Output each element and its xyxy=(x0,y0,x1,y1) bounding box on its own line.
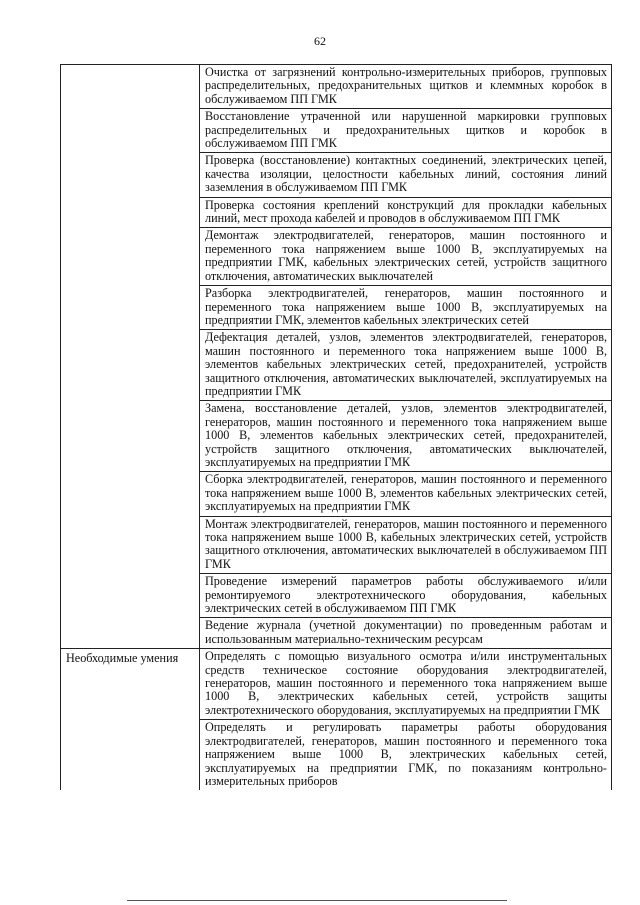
table-cell-item: Ведение журнала (учетной документации) по проведенным работам и использованным материально-техническим ресурсам xyxy=(200,618,612,649)
table-cell-item: Сборка электродвигателей, генераторов, машин постоянного и переменного тока напряжением выше 1000 В, элементов кабельных электрических сетей, эксплуатируемых на предприятии ГМК xyxy=(200,472,612,516)
section-label: Необходимые умения xyxy=(66,651,179,666)
requirements-table-body xyxy=(61,65,612,791)
table-row xyxy=(61,65,612,109)
page-number: 62 xyxy=(314,34,326,48)
table-cell-item: Восстановление утраченной или нарушенной маркировки групповых распределительных и предохранительных щитков и коробок в обслуживаемом ПП ГМК xyxy=(200,109,612,153)
table-cell-item: Разборка электродвигателей, генераторов, машин постоянного и переменного тока напряжением выше 1000 В, эксплуатируемых на предприятии ГМК, элементов кабельных электрических сетей xyxy=(200,286,612,330)
requirements-table xyxy=(60,64,612,790)
section-label-cell xyxy=(61,65,200,649)
table-cell-item: Монтаж электродвигателей, генераторов, машин постоянного и переменного тока напряжением выше 1000 В, кабельных электрических сетей, устройств защитного отключения, автоматических выключателей в обслуживаемом ПП ГМК xyxy=(200,516,612,574)
table-cell-item: Определять и регулировать параметры работы оборудования электродвигателей, генераторов, машин постоянного и переменного тока напряжением выше 1000 В, электрических кабельных сетей, эксплуатируемых на предприятии ГМК, по показаниям контрольно-измерительных приборов xyxy=(200,720,612,791)
table-cell-item: Демонтаж электродвигателей, генераторов, машин постоянного и переменного тока напряжением выше 1000 В, эксплуатируемых на предприятии ГМК, кабельных электрических сетей, устройств защитного отключения, автоматических выключателей xyxy=(200,228,612,286)
table-cell-item: Проверка состояния креплений конструкций для прокладки кабельных линий, мест прохода кабелей и проводов в обслуживаемом ПП ГМК xyxy=(200,197,612,228)
table-cell-item: Замена, восстановление деталей, узлов, элементов электродвигателей, генераторов, машин постоянного и переменного тока напряжением выше 1000 В, элементов кабельных электрических сетей, предохранителей, устройств защитного отключения, автоматических выключателей, эксплуатируемых на предприятии ГМК xyxy=(200,401,612,472)
table-cell-item: Очистка от загрязнений контрольно-измерительных приборов, групповых распределительных, предохранительных щитков и клеммных коробок в обслуживаемом ПП ГМК xyxy=(200,65,612,109)
section-label-cell xyxy=(61,649,200,791)
table-cell-item: Проверка (восстановление) контактных соединений, электрических цепей, качества изоляции, целостности кабельных линий, состояния линий заземления в обслуживаемом ПП ГМК xyxy=(200,153,612,197)
page-bottom-rule xyxy=(127,900,507,901)
table-cell-item: Определять с помощью визуального осмотра и/или инструментальных средств техническое состояние оборудования электродвигателей, генераторов, машин постоянного и переменного тока напряжением выше 1000 В, электрических кабельных сетей, устройств защиты электротехнического оборудования, эксплуатируемых на предприятии ГМК xyxy=(200,649,612,720)
table-cell-item: Дефектация деталей, узлов, элементов электродвигателей, генераторов, машин постоянного и переменного тока напряжением выше 1000 В, элементов кабельных электрических сетей, предохранителей, устройств защитного отключения, автоматических выключателей, эксплуатируемых на предприятии ГМК xyxy=(200,330,612,401)
table-row xyxy=(61,649,612,720)
table-cell-item: Проведение измерений параметров работы обслуживаемого и/или ремонтируемого электротехнического оборудования, кабельных электрических сетей в обслуживаемом ПП ГМК xyxy=(200,574,612,618)
